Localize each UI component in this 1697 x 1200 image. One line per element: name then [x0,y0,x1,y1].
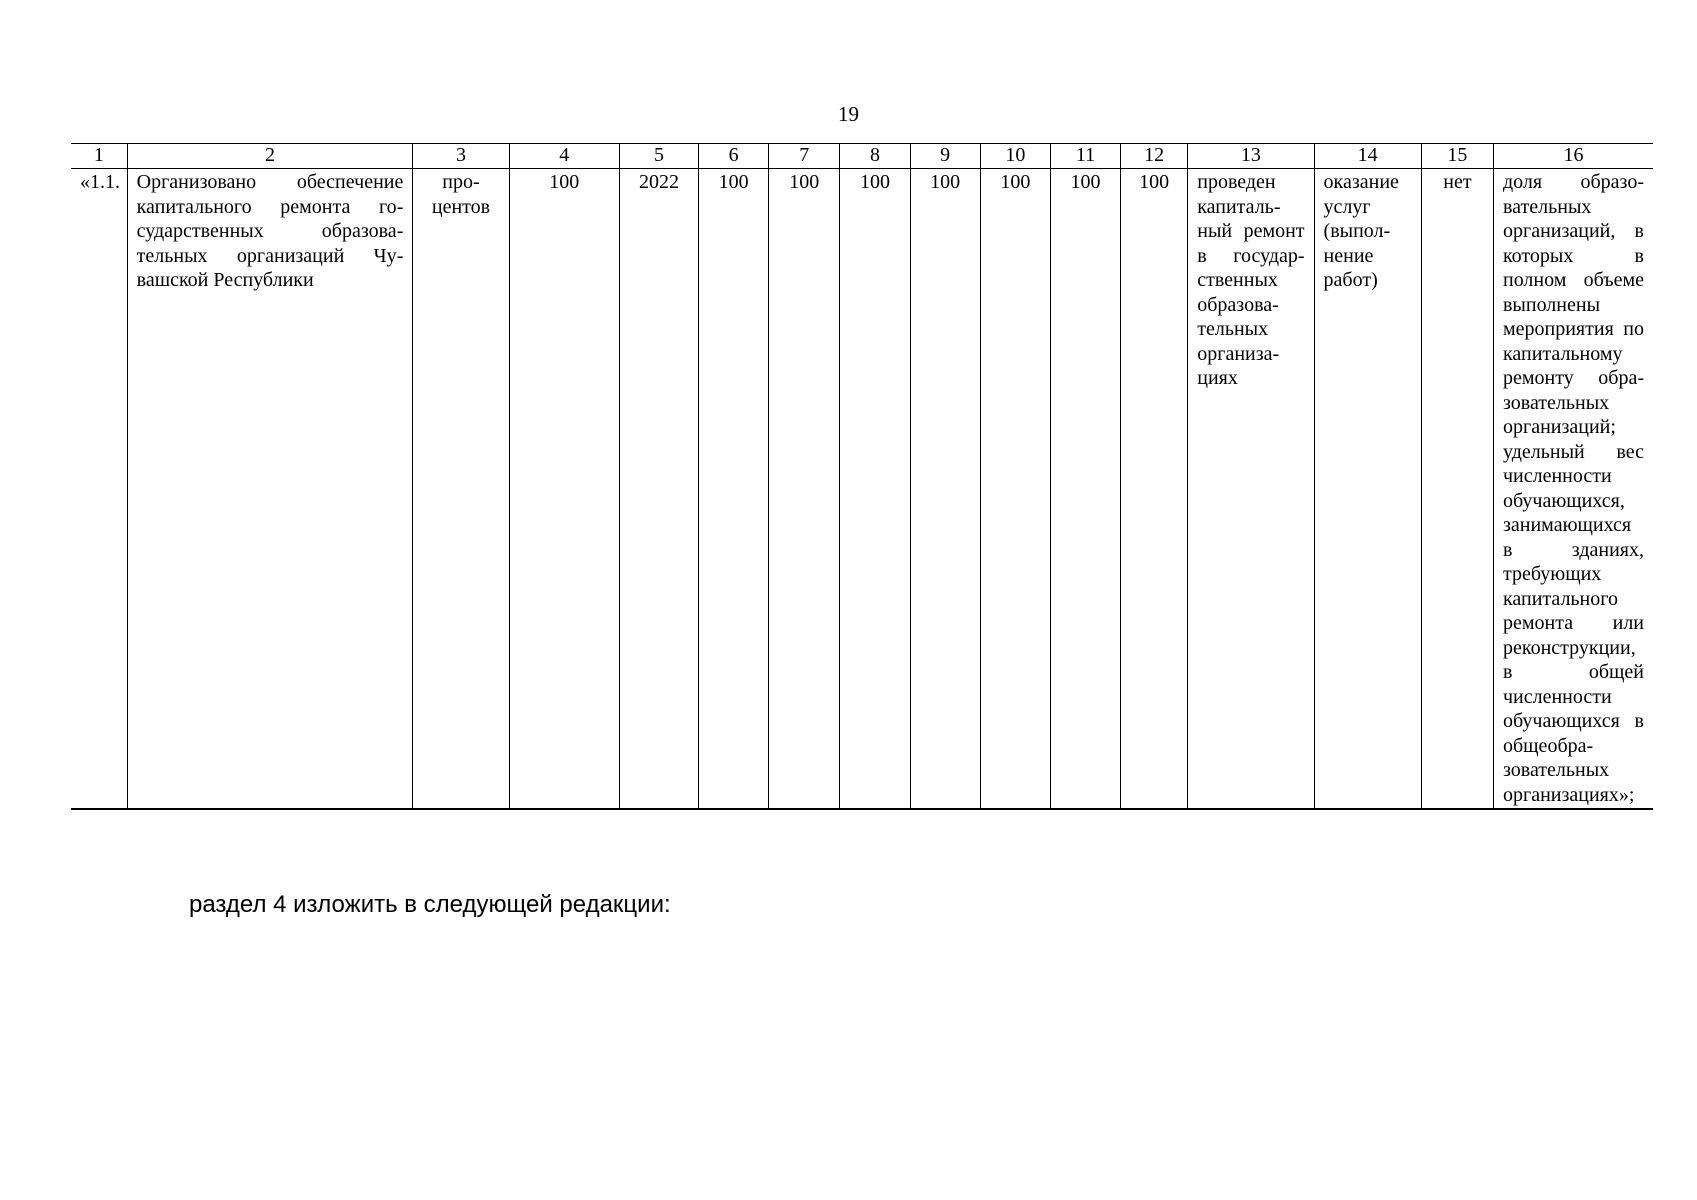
cell-base-year: 2022 [619,169,698,810]
header-row [71,144,1653,169]
cell-result-characteristic: проведен капитальный ремонт в государственных образовательных организациях [1188,169,1314,810]
col-header-7: 7 [769,144,840,169]
cell-value-12: 100 [1121,169,1188,810]
col-header-11: 11 [1050,144,1120,169]
cell-result-name: Организовано обеспечение капитального ремонта государственных образовательных организаций Чувашской Республики [127,169,413,810]
cell-value-11: 100 [1050,169,1120,810]
cell-value-8: 100 [840,169,910,810]
col-header-6: 6 [699,144,769,169]
page-number: 19 [838,102,859,126]
col-header-14: 14 [1314,144,1421,169]
col-header-5: 5 [619,144,698,169]
cell-value-10: 100 [980,169,1050,810]
cell-result-type: оказание услуг (выполнение работ) [1314,169,1421,810]
cell-value-6: 100 [699,169,769,810]
col-header-15: 15 [1421,144,1493,169]
indicators-table [71,143,1653,810]
col-header-3: 3 [413,144,509,169]
cell-value-9: 100 [910,169,980,810]
col-header-16: 16 [1493,144,1653,169]
instruction-text: раздел 4 изложить в следующей редакции: [189,891,671,918]
col-header-9: 9 [910,144,980,169]
cell-base-value: 100 [509,169,619,810]
cell-value-7: 100 [769,169,840,810]
cell-unit: про- центов [413,169,509,810]
table-row [71,169,1653,810]
cell-indicator-link: доля образовательных организаций, в которых в полном объеме выполнены мероприятия по капитальному ремонту образовательных организаций; удельный вес численности обучающихся, занимающихся в зданиях, требующих капитального ремонта или реконструкции, в общей численности обучающихся в общеобразовательных организациях»; [1493,169,1653,810]
col-header-8: 8 [840,144,910,169]
col-header-2: 2 [127,144,413,169]
cell-flag: нет [1421,169,1493,810]
col-header-12: 12 [1121,144,1188,169]
col-header-13: 13 [1188,144,1314,169]
col-header-1: 1 [71,144,127,169]
cell-item-number: «1.1. [71,169,127,810]
col-header-4: 4 [509,144,619,169]
col-header-10: 10 [980,144,1050,169]
